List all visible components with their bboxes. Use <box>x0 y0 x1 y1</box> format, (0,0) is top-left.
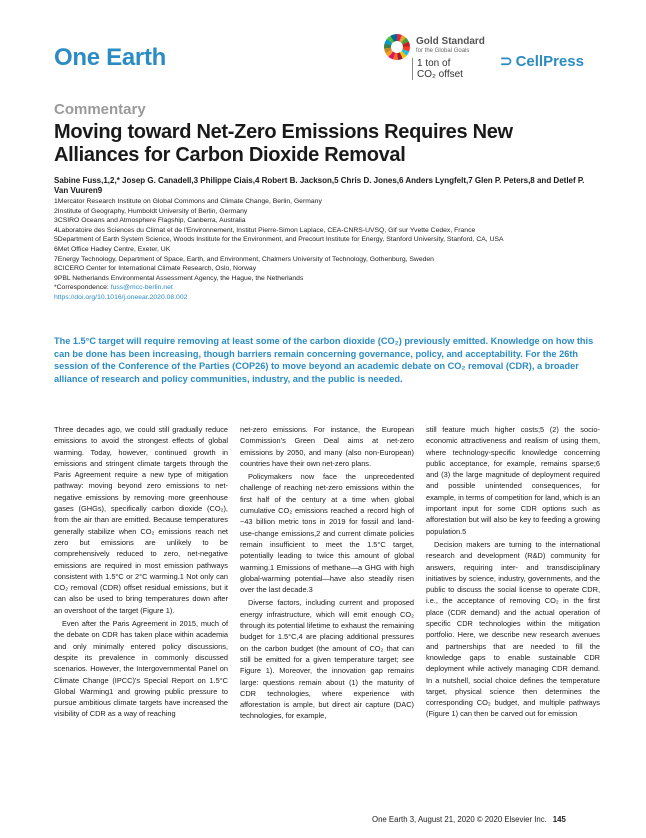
abstract: The 1.5°C target will require removing at least some of the carbon dioxide (CO₂) previously emitted. Knowledge on how this can be done has been increasing, though barriers remain concerning governance, policy, and acceptability. For the 26th session of the Conference of the Parties (COP26) to move beyond an academic debate on CO₂ removal (CDR), a broader alliance of research and policy communities, industry, and the public is needed. <box>54 336 594 385</box>
paragraph: Three decades ago, we could still gradually reduce emissions to avoid the strongest effects of global warming. Today, however, continued growth in emissions and stringent climate targets through the Paris Agreement require a new type of mitigation pathway: moving beyond zero emissions to net-negative emissions by removing more greenhouse gases (GHGs), specifically carbon dioxide (CO₂), from the air than are emitted. Because temperatures generally stabilize when CO₂ emissions reach net zero but emissions are unlikely to be comprehensively reduced to zero, net-negative emissions are required in most emission pathways consistent with 1.5°C or 2°C warming.1 Not only can CO₂ removal (CDR) offset residual emissions, but it can also be used to bring temperatures down after an overshoot of the target (Figure 1). <box>54 425 228 615</box>
affiliation: 9PBL Netherlands Environmental Assessment Agency, the Hague, the Netherlands <box>54 274 304 282</box>
publisher-name: CellPress <box>515 53 584 70</box>
body-column-3 <box>426 424 600 724</box>
doi-link[interactable]: https://doi.org/10.1016/j.oneear.2020.08.002 <box>54 293 188 301</box>
affiliation: 1Mercator Research Institute on Global Commons and Climate Change, Berlin, Germany <box>54 198 322 205</box>
paragraph: Policymakers now face the unprecedented challenge of reaching net-zero emissions within the first half of the century at a time when global cumulative CO₂ emissions reached a record high of ~43 billion metric tons in 2019 for fossil and land-use-change emissions,2 and current climate policies remain insufficient to meet the 1.5°C target, potentially leading to twice this amount of global warming.1 Emissions of methane—a GHG with high global-warming potential—have also steadily risen over the last decade.3 <box>240 472 414 595</box>
paragraph: Decision makers are turning to the international research and development (R&D) community for answers, requiring inter- and transdisciplinary initiatives by science, industry, governments, and the public to discuss the social license to operate CDR, i.e., the acceptance of removing CO₂ in the first place (CDR demand) and the actual operation of specific CDR technologies within the mitigation portfolio. Here, we describe new research avenues and partnerships that are needed to fill the knowledge gaps to enable sustainable CDR deployment while actively managing CDR demand. In a nutshell, social choice defines the temperature target, physical science then determines the corresponding CO₂ budget, and multiple pathways (Figure 1) can then be carved out for emission <box>426 539 600 719</box>
paragraph: still feature much higher costs;5 (2) the socio-economic attractiveness and realism of using them, where technology-specific knowledge concerning public acceptance, for example, remains sparse;6 and (3) the large magnitude of deployment required and possible unintended consequences, for example, in terms of competition for land, which is an important input for some CDR options such as afforestation but will also be key to feeding a growing population.5 <box>426 425 600 536</box>
paragraph: Diverse factors, including current and proposed energy infrastructure, which will emit enough CO₂ through its potential lifetime to exhaust the remaining budget for 1.5°C,4 are placing additional pressures on the carbon budget (the amount of CO₂ that can still be emitted for a given temperature target; see Figure 1). Moreover, the innovation gap remains large: questions remain about (1) the maturity of CDR technologies, where experience with afforestation is ample, but direct air capture (DAC) technologies, for example, <box>240 598 414 721</box>
article-title: Moving toward Net-Zero Emissions Requires New Alliances for Carbon Dioxide Removal <box>54 121 513 166</box>
body-columns <box>54 424 600 724</box>
footer-citation: One Earth 3, August 21, 2020 © 2020 Elsevier Inc. <box>372 815 547 824</box>
affiliation: 6Met Office Hadley Centre, Exeter, UK <box>54 245 171 253</box>
affiliation: 2Institute of Geography, Humboldt University of Berlin, Germany <box>54 207 248 215</box>
body-column-1 <box>54 424 228 724</box>
offset-line-2: CO₂ offset <box>417 69 463 80</box>
page-footer <box>372 815 566 824</box>
correspondence <box>54 283 594 293</box>
page-number: 145 <box>552 815 566 824</box>
gold-standard-title: Gold Standard <box>416 36 485 47</box>
correspondence-email-link[interactable]: fuss@mcc-berlin.net <box>110 284 173 292</box>
offset-line-1: 1 ton of <box>417 58 451 69</box>
journal-name: One Earth <box>54 44 166 71</box>
affiliation: 5Department of Earth System Science, Woods Institute for the Environment, and Precourt Institute for Energy, Stanford University, Stanford, CA, USA <box>54 236 504 244</box>
sdg-wheel-icon <box>384 34 410 60</box>
affiliation: 7Energy Technology, Department of Space, Earth, and Environment, Chalmers University of Technology, Gothenburg, Sweden <box>54 255 434 263</box>
affiliation: 4Laboratoire des Sciences du Climat et de l'Environnement, Institut Pierre-Simon Laplace, CEA-CNRS-UVSQ, Gif sur Yvette Cedex, France <box>54 226 476 234</box>
body-column-2 <box>240 424 414 724</box>
correspondence-label: *Correspondence: <box>54 284 111 292</box>
affiliation: 8CICERO Center for International Climate Research, Oslo, Norway <box>54 265 257 273</box>
publisher-logo <box>500 52 584 70</box>
affiliations <box>54 197 594 303</box>
article-section: Commentary <box>54 101 146 118</box>
carbon-offset-label <box>412 58 463 80</box>
cellpress-icon: ⊃ <box>500 53 513 70</box>
author-list: Sabine Fuss,1,2,* Josep G. Canadell,3 Philippe Ciais,4 Robert B. Jackson,5 Chris D. Jones,6 Anders Lyngfelt,7 Glen P. Peters,8 and Detlef P. Van Vuuren9 <box>54 176 585 195</box>
gold-standard-badge <box>384 34 484 84</box>
affiliation: 3CSIRO Oceans and Atmosphere Flagship, Canberra, Australia <box>54 217 246 225</box>
gold-standard-subtitle: for the Global Goals <box>416 48 470 54</box>
paragraph: Even after the Paris Agreement in 2015, much of the debate on CDR has taken place within academia and only minimally entered policy discussions, despite its prevalence in commonly discussed scenarios. However, the Intergovernmental Panel on Climate Change (IPCC)'s Special Report on 1.5°C Global Warming1 and growing public pressure to pursue ambitious climate targets have increased the visibility of CDR as a way of reaching <box>54 619 228 719</box>
paragraph: net-zero emissions. For instance, the European Commission's Green Deal aims at net-zero emissions by 2050, and many (also non-European) countries have their own net-zero plans. <box>240 425 414 468</box>
